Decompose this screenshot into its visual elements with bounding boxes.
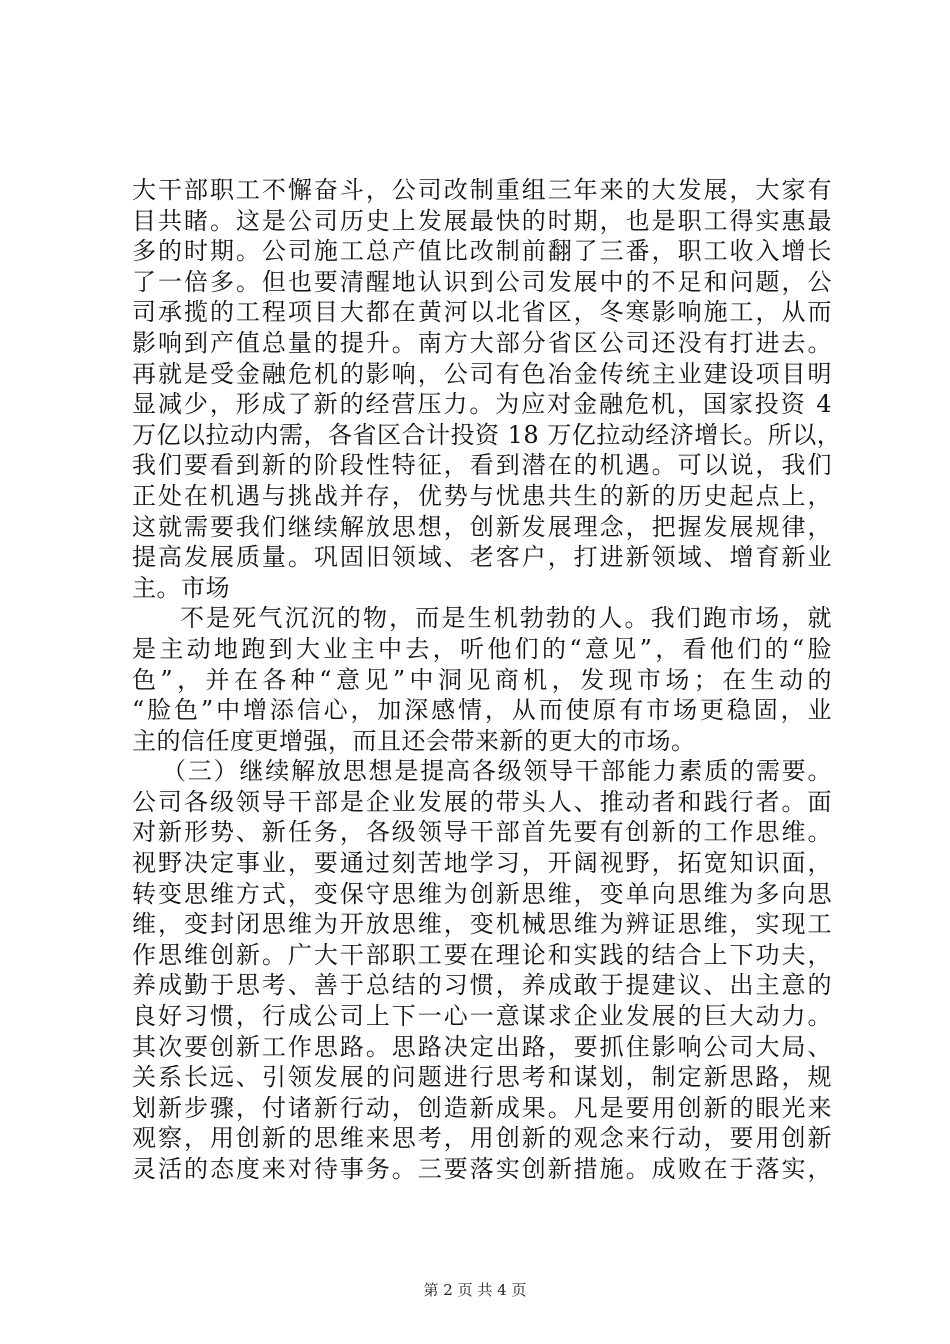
- text-line: 划新步骤，付诸新行动，创造新成果。凡是要用创新的眼光来: [132, 1093, 832, 1122]
- text-line: 主。市场: [132, 573, 230, 602]
- text-line: 这就需要我们继续解放思想，创新发展理念，把握发展规律，: [132, 512, 832, 541]
- body-text: [132, 175, 842, 1185]
- text-line: 养成勤于思考、善于总结的习惯，养成敢于提建议、出主意的: [132, 971, 832, 1000]
- text-line: 关系长远、引领发展的问题进行思考和谋划，制定新思路，规: [132, 1063, 832, 1092]
- text-line: 正处在机遇与挑战并存，优势与忧患共生的新的历史起点上，: [132, 481, 832, 510]
- text-line: 作思维创新。广大干部职工要在理论和实践的结合上下功夫，: [132, 940, 832, 969]
- text-line: 对新形势、新任务，各级领导干部首先要有创新的工作思维。: [132, 818, 832, 847]
- text-line: 我们要看到新的阶段性特征，看到潜在的机遇。可以说，我们: [132, 451, 832, 480]
- text-line: 其次要创新工作思路。思路决定出路，要抓住影响公司大局、: [132, 1032, 832, 1061]
- text-line: 目共睹。这是公司历史上发展最快的时期，也是职工得实惠最: [132, 206, 832, 235]
- text-line: 影响到产值总量的提升。南方大部分省区公司还没有打进去。: [132, 328, 832, 357]
- text-line: “脸色”中增添信心，加深感情，从而使原有市场更稳固，业: [132, 696, 832, 725]
- text-line: 主的信任度更增强，而且还会带来新的更大的市场。: [132, 726, 696, 755]
- text-line: 良好习惯，行成公司上下一心一意谋求企业发展的巨大动力。: [132, 1002, 832, 1031]
- text-line: 提高发展质量。巩固旧领域、老客户，打进新领域、增育新业: [132, 543, 832, 572]
- text-line: 多的时期。公司施工总产值比改制前翻了三番，职工收入增长: [132, 237, 832, 266]
- section-heading-line: （三）继续解放思想是提高各级领导干部能力素质的需要。: [162, 757, 832, 786]
- text-line: 司承揽的工程项目大都在黄河以北省区，冬寒影响施工，从而: [132, 298, 832, 327]
- text-line: 维，变封闭思维为开放思维，变机械思维为辨证思维，实现工: [132, 910, 832, 939]
- text-line: 色”，并在各种“意见”中洞见商机，发现市场；在生动的: [132, 665, 832, 694]
- text-line: 再就是受金融危机的影响，公司有色冶金传统主业建设项目明: [132, 359, 832, 388]
- text-line: 观察，用创新的思维来思考，用创新的观念来行动，要用创新: [132, 1124, 832, 1153]
- text-line: 公司各级领导干部是企业发展的带头人、推动者和践行者。面: [132, 787, 832, 816]
- paragraph-start-line: 不是死气沉沉的物，而是生机勃勃的人。我们跑市场，就: [180, 604, 832, 633]
- text-line: 是主动地跑到大业主中去，听他们的“意见”，看他们的“脸: [132, 634, 832, 663]
- page-number-indicator: 第 2 页 共 4 页: [423, 1281, 527, 1299]
- text-line: 灵活的态度来对待事务。三要落实创新措施。成败在于落实，: [132, 1155, 832, 1183]
- text-line: 了一倍多。但也要清醒地认识到公司发展中的不足和问题，公: [132, 267, 832, 296]
- text-line: 大干部职工不懈奋斗，公司改制重组三年来的大发展，大家有: [132, 176, 832, 204]
- text-line: 显减少，形成了新的经营压力。为应对金融危机，国家投资 4: [132, 390, 832, 419]
- text-line: 转变思维方式，变保守思维为创新思维，变单向思维为多向思: [132, 879, 832, 908]
- page-footer: [0, 1280, 950, 1300]
- text-line: 视野决定事业，要通过刻苦地学习，开阔视野，拓宽知识面，: [132, 849, 832, 878]
- text-line: 万亿以拉动内需，各省区合计投资 18 万亿拉动经济增长。所以，: [132, 420, 842, 449]
